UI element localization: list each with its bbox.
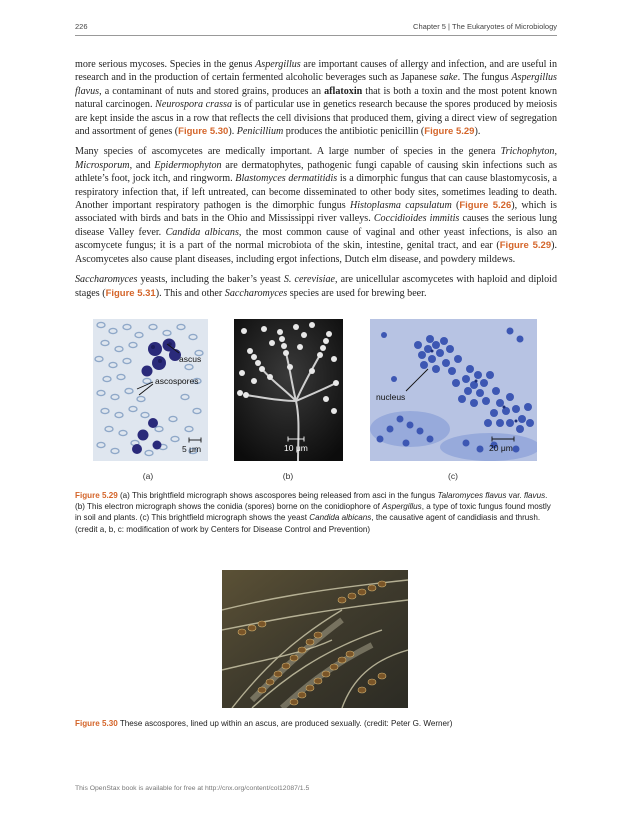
italic-term: Candida albicans bbox=[309, 513, 372, 523]
text: more serious mycoses. Species in the genus bbox=[75, 59, 256, 70]
page-footer: This OpenStax book is available for free at http://cnx.org/content/col12087/1.5 bbox=[75, 785, 310, 792]
text: species are used for brewing beer. bbox=[287, 287, 427, 299]
text: is of particular use in genetics research because the spores produced by meiosis are kept inside the ascus in a row that reflects the cell divisions that produced them, giving a direct view of segregation and assortment of genes ( bbox=[75, 99, 558, 138]
panel-letter-c: (c) bbox=[448, 471, 458, 481]
candida-micrograph-image bbox=[370, 319, 537, 461]
text: var. bbox=[506, 491, 524, 500]
text: is a dimorphic fungus that can cause blastomycosis, a respiratory infection that, if left untreated, can become disseminated to other body sites, sometimes leading to death. Another important respiratory pathogen is the dimorphic fungus bbox=[75, 173, 558, 212]
italic-term: S. cerevisiae bbox=[283, 274, 336, 286]
micrograph-panel-c bbox=[370, 319, 537, 461]
italic-term: Trichophyton bbox=[500, 146, 555, 158]
figure-label: Figure 5.30 bbox=[75, 719, 118, 728]
text: , are unicellular ascomycetes with haploid and diploid stages ( bbox=[75, 274, 557, 299]
label-nucleus: nucleus bbox=[376, 392, 406, 402]
figure-link[interactable]: Figure 5.26 bbox=[459, 200, 512, 212]
paragraph-3 bbox=[75, 273, 557, 300]
text: , the causative agent of candidiasis and thrush. (credit a, b, c: modification of work by Centers for Disease Control and Prevention) bbox=[75, 513, 541, 534]
text: are important causes of allergy and infection, and are useful in research and in the production of certain fermented alcoholic beverages such as Japanese bbox=[75, 59, 557, 84]
text: ), which is associated with birds and bats in the Ohio and Mississippi river valleys. bbox=[75, 200, 557, 225]
header-rule bbox=[75, 35, 557, 36]
text: produces the antibiotic penicillin ( bbox=[283, 126, 425, 138]
text: Many species of ascomycetes are medically important. A large number of species in the genera bbox=[75, 146, 501, 158]
figure-link[interactable]: Figure 5.29 bbox=[499, 240, 552, 252]
page-header bbox=[75, 22, 557, 34]
italic-term: Aspergillus flavus bbox=[75, 72, 557, 97]
paragraph-2 bbox=[75, 145, 557, 266]
label-ascus: ascus bbox=[179, 354, 202, 364]
italic-term: Neurospora crassa bbox=[155, 99, 233, 111]
italic-term: Microsporum bbox=[75, 159, 130, 171]
chapter-title: Chapter 5 | The Eukaryotes of Microbiology bbox=[413, 22, 557, 31]
figure-link[interactable]: Figure 5.29 bbox=[424, 126, 475, 138]
neurospora-ascospores-image bbox=[222, 570, 408, 708]
text: . The fungus bbox=[457, 72, 512, 84]
figure-link[interactable]: Figure 5.30 bbox=[178, 126, 229, 138]
figure-5-30-caption bbox=[75, 718, 557, 729]
italic-term: Talaromyces flavus bbox=[437, 491, 507, 500]
text: are dermatophytes, pathogenic fungi capable of causing skin infections such as athlete’s foot, jock itch, and ringworm. bbox=[75, 159, 557, 185]
text: , a contaminant of nuts and stored grains, produces an bbox=[99, 85, 325, 97]
text: , bbox=[554, 146, 557, 158]
paragraph-1 bbox=[75, 58, 557, 138]
italic-term: Histoplasma capsulatum bbox=[349, 200, 452, 212]
italic-term: flavus bbox=[523, 491, 546, 500]
italic-term: Coccidioides immitis bbox=[373, 213, 460, 225]
text: yeasts, including the baker’s yeast bbox=[137, 274, 284, 286]
italic-term: sake bbox=[439, 72, 458, 84]
ascospore-micrograph-image bbox=[93, 319, 208, 461]
text: These ascospores, lined up within an ascus, are produced sexually. (credit: Peter G. Werner) bbox=[117, 719, 453, 728]
text: ). bbox=[474, 126, 481, 138]
figure-label: Figure 5.29 bbox=[75, 491, 118, 500]
text: ( bbox=[451, 200, 460, 212]
text: ). This and other bbox=[155, 287, 225, 299]
italic-term: Candida albicans bbox=[165, 226, 239, 238]
text: , a type of toxic fungus found mostly in soil and plants. (c) This brightfield micrograph shows the yeast bbox=[75, 502, 551, 523]
micrograph-panel-b bbox=[234, 319, 343, 461]
conidiophore-electron-micrograph-image bbox=[234, 319, 343, 461]
italic-term: Aspergillus bbox=[382, 502, 422, 512]
italic-term: Saccharomyces bbox=[224, 287, 288, 299]
key-term: aflatoxin bbox=[324, 85, 363, 97]
figure-5-29-caption bbox=[75, 490, 557, 535]
italic-term: Saccharomyces bbox=[75, 274, 138, 286]
text: ). Ascomycetes also cause plant diseases, including ergot infections, Dutch elm disease, and powdery mildews. bbox=[75, 240, 557, 265]
figure-link[interactable]: Figure 5.31 bbox=[105, 287, 156, 299]
text: , the most common cause of vaginal and other yeast infections, is also an ascomycete fungus; it is a part of the normal microbiota of the skin, intestine, genital tract, and ear ( bbox=[75, 226, 557, 252]
italic-term: Epidermophyton bbox=[154, 159, 222, 171]
micrograph-panel-a bbox=[93, 319, 208, 461]
scale-label-a: 5 μm bbox=[182, 444, 202, 454]
page-number: 226 bbox=[75, 22, 88, 31]
text: that is both a toxin and the most potent known natural carcinogen. bbox=[75, 85, 557, 111]
scale-label-b: 10 μm bbox=[284, 443, 308, 453]
text: causes the serious lung disease Valley fever. bbox=[75, 213, 557, 238]
text: . (b) This electron micrograph shows the conidia (spores) borne on the conidiophore of bbox=[75, 491, 548, 512]
label-ascospores: ascospores bbox=[155, 376, 199, 386]
italic-term: Blastomyces dermatitidis bbox=[235, 173, 338, 185]
text: (a) This brightfield micrograph shows ascospores being released from asci in the fungus bbox=[117, 491, 438, 500]
panel-letter-a: (a) bbox=[142, 471, 154, 481]
panel-letter-b: (b) bbox=[282, 471, 294, 481]
text: , and bbox=[129, 159, 155, 171]
italic-term: Penicillium bbox=[236, 126, 284, 138]
italic-term: Aspergillus bbox=[255, 59, 301, 70]
text: ). bbox=[228, 126, 237, 138]
scale-label-c: 20 μm bbox=[489, 443, 513, 453]
ascospores-photo-panel bbox=[222, 570, 408, 708]
body-text bbox=[75, 58, 557, 307]
